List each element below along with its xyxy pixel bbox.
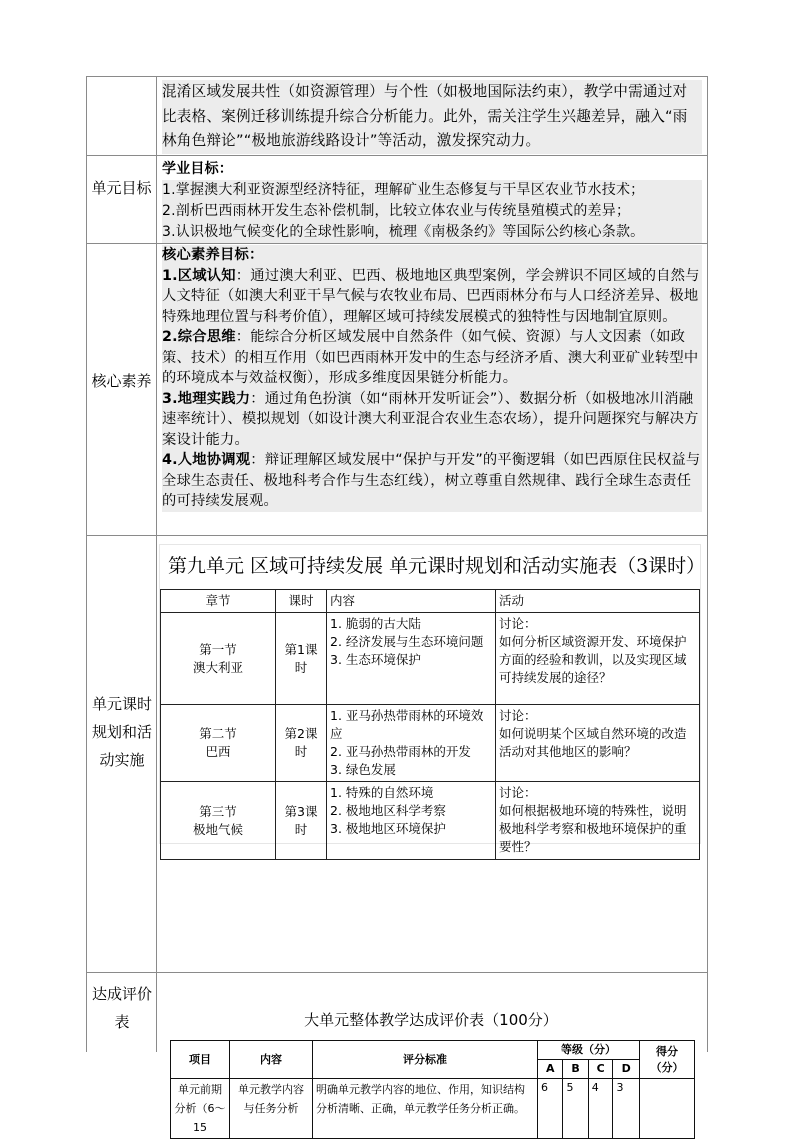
unit-goal-item: 2.剖析巴西雨林开发生态补偿机制，比较立体农业与传统垦殖模式的差异； [162,201,702,222]
period-cell: 第2课时 [276,705,327,782]
content-item: 3. 生态环境保护 [330,652,421,667]
chapter-number: 第二节 [199,726,237,741]
content-cell: 单元教学内容与任务分析 [230,1079,313,1139]
grade-value: 6 [538,1079,563,1139]
chapter-name: 澳大利亚 [192,659,243,675]
activity-label: 讨论： [499,785,537,800]
unit-goals-heading: 学业目标： [162,161,233,177]
column-divider [156,76,157,1052]
evaluation-label: 达成评价表 [92,985,153,1031]
literacy-item: 1.区域认知：通过澳大利亚、巴西、极地地区典型案例，学会辨识不同区域的自然与人文特征（如澳大利亚干旱气候与农牧业布局、巴西雨林分布与人口经济差异、极地特殊地理位置与科考价值），理解区域可持续发展模式的独特性与因地制宜原则。 [162,267,700,325]
table-row [161,782,700,860]
literacy-item: 3.地理实践力：通过角色扮演（如“雨林开发听证会”）、数据分析（如极地冰川消融速率统计）、模拟规划（如设计澳大利亚混合农业生态农场），提升问题探究与解决方案设计能力。 [162,390,699,448]
content-item: 1. 亚马孙热带雨林的环境效应 [330,708,484,741]
unit-goal-item: 1.掌握澳大利亚资源型经济特征，理解矿业生态修复与干旱区农业节水技术； [162,180,702,201]
content-item: 2. 亚马孙热带雨林的开发 [330,744,471,759]
unit-plan-label: 单元课时规划和活动实施 [92,695,153,769]
unit-plan-image [160,545,706,854]
activity-label: 讨论： [499,616,537,631]
grade-level: A [538,1060,563,1079]
unit-goals-label: 单元目标 [91,179,152,197]
unit-plan-table [160,589,700,860]
score-cell [640,1079,695,1139]
unit-goals-content [162,159,702,243]
activity-text: 如何根据极地环境的特殊性，说明极地科学考察和极地环境保护的重要性？ [499,803,687,854]
content-item: 1. 脆弱的古大陆 [330,616,421,631]
content-item: 3. 绿色发展 [330,762,396,777]
grade-value: 5 [563,1079,588,1139]
chapter-name: 巴西 [205,744,231,759]
col-header: 内容 [230,1041,313,1079]
col-header: 评分标准 [313,1041,538,1079]
activity-text: 如何分析区域资源开发、环境保护方面的经验和教训，以及实现区域可持续发展的途径？ [499,634,687,685]
col-header: 章节 [161,590,276,613]
unit-plan-title: 第九单元 区域可持续发展 单元课时规划和活动实施表（3课时） [168,555,706,577]
intro-text: 混淆区域发展共性（如资源管理）与个性（如极地国际法约束），教学中需通过对比表格、案例迁移训练提升综合分析能力。此外，需关注学生兴趣差异，融入“雨林角色辩论”“极地旅游线路设计”等活动，激发探究动力。 [162,80,702,154]
content-item: 2. 经济发展与生态环境问题 [330,634,484,649]
row-divider [86,972,708,973]
col-header: 活动 [496,590,700,613]
row-divider [86,535,708,536]
col-header: 等级（分） [538,1041,640,1060]
chapter-name: 极地气候 [192,821,243,837]
table-row [161,613,700,705]
core-literacy-label: 核心素养 [91,372,152,390]
grade-level: C [588,1060,613,1079]
literacy-item: 2.综合思维：能综合分析区域发展中自然条件（如气候、资源）与人文因素（如政策、技术）的相互作用（如巴西雨林开发中的生态与经济矛盾、澳大利亚矿业转型中的环境成本与效益权衡），形成多维度因果链分析能力。 [162,329,699,386]
grade-value: 4 [588,1079,613,1139]
grade-value: 3 [613,1079,640,1139]
grade-level: B [563,1060,588,1079]
table-row [161,705,700,782]
unit-goal-item: 3.认识极地气候变化的全球性影响，梳理《南极条约》等国际公约核心条款。 [162,222,702,243]
content-item: 2. 极地地区科学考察 [330,803,446,818]
row-divider [86,155,708,156]
col-header: 内容 [327,590,496,613]
col-header: 项目 [171,1041,230,1079]
literacy-item: 4.人地协调观：辩证理解区域发展中“保护与开发”的平衡逻辑（如巴西原住民权益与全球生态责任、极地科考合作与生态红线），树立尊重自然规律、践行全球生态责任的可持续发展观。 [162,452,701,509]
period-cell: 第1课时 [276,613,327,705]
period-cell: 第3课时 [276,782,327,860]
col-header: 课时 [276,590,327,613]
table-row [171,1079,695,1139]
col-header: 得分 （分） [640,1041,695,1079]
chapter-number: 第三节 [199,803,237,819]
content-item: 1. 特殊的自然环境 [330,785,434,800]
evaluation-table [170,1040,695,1139]
criteria-cell: 明确单元教学内容的地位、作用，知识结构分析清晰、正确，单元教学任务分析正确。 [313,1079,538,1139]
chapter-number: 第一节 [199,641,237,657]
row-divider [86,243,708,244]
core-literacy-content [162,245,702,512]
activity-label: 讨论： [499,708,537,723]
content-item: 3. 极地地区环境保护 [330,821,446,836]
evaluation-image [162,1000,700,1134]
item-cell: 单元前期分析（6～15 [171,1079,230,1139]
grade-level: D [613,1060,640,1079]
activity-text: 如何说明某个区域自然环境的改造活动对其他地区的影响？ [499,726,687,759]
core-literacy-heading: 核心素养目标： [162,247,264,263]
evaluation-title: 大单元整体教学达成评价表（100分） [304,1011,558,1029]
